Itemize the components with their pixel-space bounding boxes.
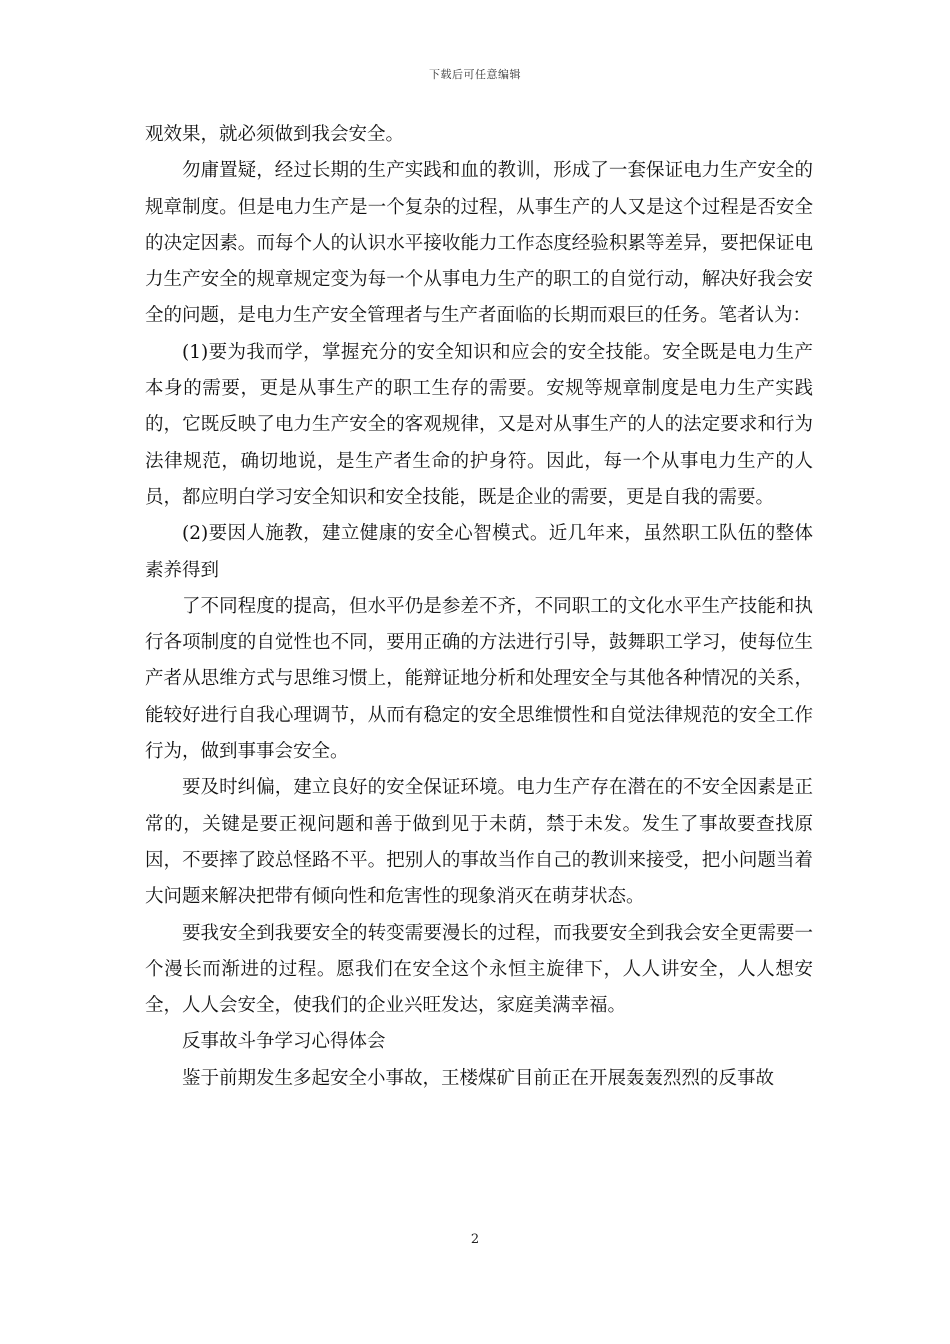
paragraph-safety-rules: 勿庸置疑，经过长期的生产实践和血的教训，形成了一套保证电力生产安全的规章制度。但是电力生产是一个复杂的过程，从事生产的人又是这个过程是否安全的决定因素。而每个人的认识水平接收能力工作态度经验积累等差异，要把保证电力生产安全的规章规定变为每一个从事电力生产的职工的自觉行动，解决好我会安全的问题，是电力生产安全管理者与生产者面临的长期而艰巨的任务。笔者认为： (145, 160, 813, 327)
paragraph-point-1: (1)要为我而学，掌握充分的安全知识和应会的安全技能。安全既是电力生产本身的需要，更是从事生产的职工生存的需要。安规等规章制度是电力生产实践的，它既反映了电力生产安全的客观规律，又是对从事生产的人的法定要求和行为法律规范，确切地说，是生产者生命的护身符。因此，每一个从事电力生产的人员，都应明白学习安全知识和安全技能，既是企业的需要，更是自我的需要。 (145, 341, 813, 508)
paragraph-continuation: 观效果，就必须做到我会安全。 (145, 124, 405, 145)
paragraph-point-2-continued: 了不同程度的提高，但水平仍是参差不齐，不同职工的文化水平生产技能和执行各项制度的自觉性也不同，要用正确的方法进行引导，鼓舞职工学习，使每位生产者从思维方式与思维习惯上，能辩证地分析和处理安全与其他各种情况的关系，能较好进行自我心理调节，从而有稳定的安全思维惯性和自觉法律规范的安全工作行为，做到事事会安全。 (145, 595, 813, 763)
section-title: 反事故斗争学习心得体会 (182, 1031, 386, 1053)
page-header: 下载后可任意编辑 (429, 68, 521, 81)
document-body (145, 117, 813, 1097)
page-number: 2 (470, 1232, 480, 1247)
paragraph-point-2: (2)要因人施教，建立健康的安全心智模式。近几年来，虽然职工队伍的整体素养得到 (145, 523, 813, 581)
paragraph-new-section: 鉴于前期发生多起安全小事故，王楼煤矿目前正在开展轰轰烈烈的反事故 (182, 1067, 775, 1089)
paragraph-correction: 要及时纠偏，建立良好的安全保证环境。电力生产存在潜在的不安全因素是正常的，关键是要正视问题和善于做到见于未荫，禁于未发。发生了事故要查找原因，不要摔了跤总怪路不平。把别人的事故当作自己的教训来接受，把小问题当着大问题来解决把带有倾向性和危害性的现象消灭在萌芽状态。 (145, 777, 813, 908)
paragraph-conclusion: 要我安全到我要安全的转变需要漫长的过程，而我要安全到我会安全更需要一个漫长而渐进的过程。愿我们在安全这个永恒主旋律下，人人讲安全，人人想安全，人人会安全，使我们的企业兴旺发达，家庭美满幸福。 (145, 922, 813, 1017)
